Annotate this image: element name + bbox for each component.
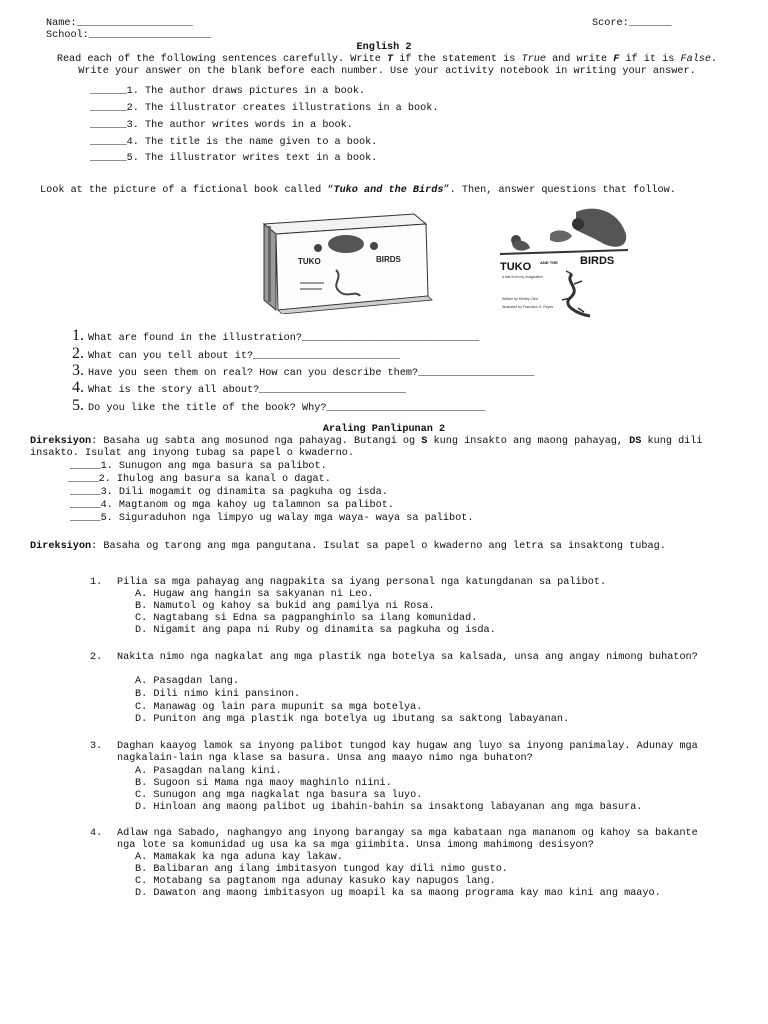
- mc-number: 3.: [90, 741, 103, 752]
- sd-item: _____1. Sunugon ang mga basura sa palibot.: [70, 461, 327, 472]
- mc-option: C. Nagtabang si Edna sa pagpanghinlo sa ilang komunidad.: [135, 613, 478, 624]
- mc-option: B. Balibaran ang ilang imbitasyon tungod kay dili nimo gusto.: [135, 864, 508, 875]
- name-field-label: Name:___________________: [46, 18, 193, 29]
- mc-option: A. Mamakak ka nga aduna kay lakaw.: [135, 852, 343, 863]
- mc-option: C. Motabang sa pagtanom nga adunay kasuko kay napugos lang.: [135, 876, 496, 887]
- question-item: 5. Do you like the title of the book? Why?__________________________: [72, 397, 486, 414]
- sd-item: _____4. Magtanom og mga kahoy ug talamnon sa palibot.: [70, 500, 395, 511]
- sd-item: _____2. Ihulog ang basura sa kanal o dagat.: [68, 474, 331, 485]
- book-illustration-3d: [256, 212, 466, 314]
- book-title-left-small: TUKO: [298, 257, 321, 266]
- book-title-tuko: TUKO: [500, 261, 532, 273]
- english-instructions: Read each of the following sentences carefully. Write T if the statement is True and write F if it is False. Write your answer on the blank before each number. Use your activity notebook in writing your answer.: [56, 54, 718, 77]
- question-item: 4. What is the story all about?________________________: [72, 379, 406, 396]
- book-title-and-the: AND THE: [540, 260, 558, 265]
- tf-item: ______4. The title is the name given to a book.: [90, 137, 378, 148]
- book-illustrator-credit: Illustrated by Francisco S. Reyes: [502, 305, 554, 309]
- school-field-label: School:____________________: [46, 30, 212, 41]
- mc-number: 1.: [90, 577, 103, 588]
- mc-option: B. Sugoon si Mama nga maoy maghinlo niini.: [135, 778, 392, 789]
- mc-option: D. Puniton ang mga plastik nga botelya ug ibutang sa saktong labayanan.: [135, 714, 570, 725]
- book-title-right-small: BIRDS: [376, 255, 401, 264]
- mc-option: A. Hugaw ang hangin sa sakyanan ni Leo.: [135, 589, 374, 600]
- mc-question: Pilia sa mga pahayag ang nagpakita sa iyang personal nga katungdanan sa palibot.: [117, 577, 607, 588]
- mc-option: C. Sunugon ang mga nagkalat nga basura sa luyo.: [135, 790, 423, 801]
- mc-question: Daghan kaayog lamok sa inyong palibot tungod kay hugaw ang luyo sa inyong panimalay. Adunay mga nagkalain-lain nga klase sa basura. Unsa ang maayo nimo nga buhaton?: [117, 741, 698, 764]
- mc-option: D. Hinloan ang maong palibot ug ibahin-bahin sa insaktong labayanan ang mga basura.: [135, 802, 643, 813]
- araling-section-title: Araling Panlipunan 2: [322, 424, 446, 435]
- mc-option: D. Nigamit ang papa ni Ruby og dinamita sa pagkuha og isda.: [135, 625, 496, 636]
- direction-1: Direksiyon: Basaha ug sabta ang mosunod nga pahayag. Butangi og S kung insakto ang maong pahayag, DS kung dili insakto. Isulat ang inyong tubag sa papel o kwaderno.: [30, 436, 703, 459]
- score-field-label: Score:_______: [592, 18, 672, 29]
- mc-number: 2.: [90, 652, 103, 663]
- tf-item: ______5. The illustrator writes text in a book.: [90, 153, 378, 164]
- mc-question: Nakita nimo nga nagkalat ang mga plastik nga botelya sa kalsada, unsa ang angay nimong buhaton?: [117, 652, 698, 663]
- book-author-credit: Written by Shirley Cline: [502, 297, 539, 301]
- mc-option: B. Dili nimo kini pansinon.: [135, 689, 301, 700]
- picture-prompt: Look at the picture of a fictional book called “Tuko and the Birds”. Then, answer questions that follow.: [40, 185, 676, 196]
- mc-option: A. Pasagdan lang.: [135, 676, 239, 687]
- mc-option: D. Dawaton ang maong imbitasyon ug moapil ka sa maong programa kay mao kini ang maayo.: [135, 888, 661, 899]
- book-title-birds: BIRDS: [580, 255, 615, 267]
- mc-option: C. Manawag og lain para mupunit sa mga botelya.: [135, 702, 423, 713]
- mc-number: 4.: [90, 828, 103, 839]
- tf-item: ______3. The author writes words in a book.: [90, 120, 353, 131]
- mc-option: A. Pasagdan nalang kini.: [135, 766, 282, 777]
- direction-2: Direksiyon: Basaha og tarong ang mga pangutana. Isulat sa papel o kwaderno ang letra sa insaktong tubag.: [30, 541, 666, 552]
- english-section-title: English 2: [356, 42, 412, 53]
- mc-question: Adlaw nga Sabado, naghangyo ang inyong barangay sa mga kabataan nga mananom og kahoy sa bakante nga lote sa komunidad ug usa ka sa mga giimbita. Unsa imong mahimong desisyon?: [117, 828, 698, 851]
- mc-option: B. Namutol og kahoy sa bukid ang pamilya ni Rosa.: [135, 601, 435, 612]
- question-item: 3. Have you seen them on real? How can you describe them?___________________: [72, 362, 535, 379]
- book-cover-illustration: [494, 204, 634, 328]
- question-item: 1. What are found in the illustration?_____________________________: [72, 327, 480, 344]
- book-subtitle: a tale from my imagination: [502, 275, 544, 279]
- tf-item: ______1. The author draws pictures in a book.: [90, 86, 366, 97]
- sd-item: _____3. Dili mogamit og dinamita sa pagkuha og isda.: [70, 487, 388, 498]
- tf-item: ______2. The illustrator creates illustrations in a book.: [90, 103, 439, 114]
- question-item: 2. What can you tell about it?________________________: [72, 345, 400, 362]
- sd-item: _____5. Siguraduhon nga limpyo ug walay mga waya- waya sa palibot.: [70, 513, 474, 524]
